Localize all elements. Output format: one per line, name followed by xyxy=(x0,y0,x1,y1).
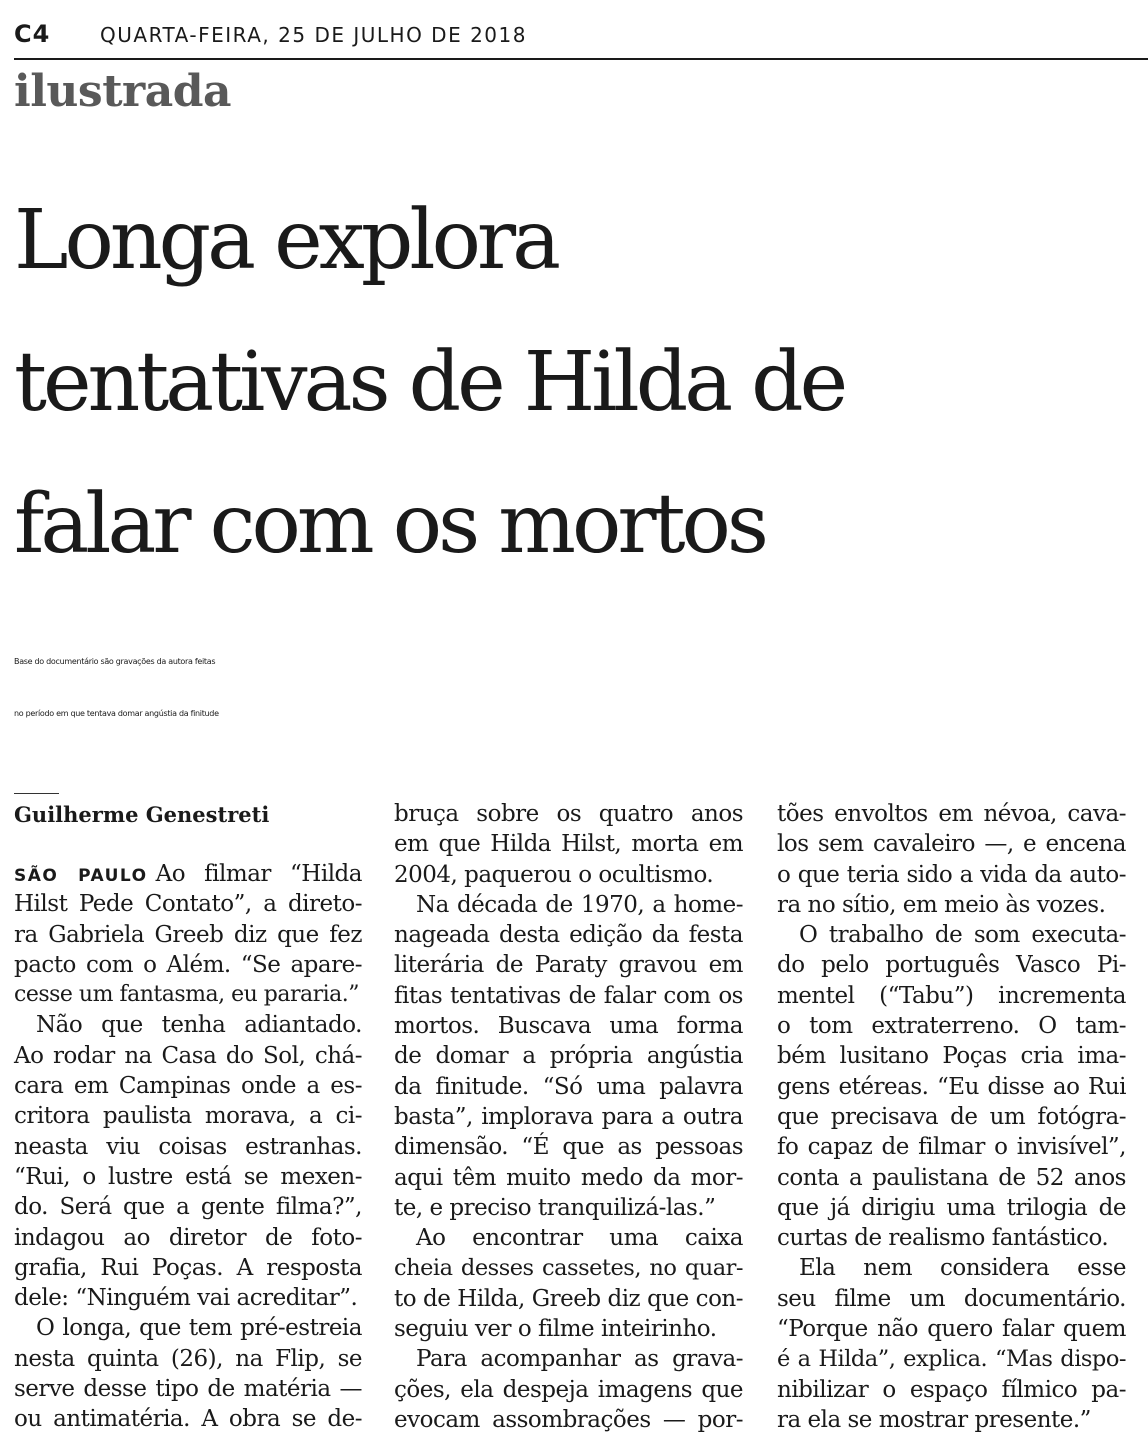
text-line: Hilst Pede Contato”, a direto- xyxy=(14,891,362,918)
subheadline xyxy=(14,636,1144,740)
text-line: seu filme um documentário. xyxy=(777,1285,1126,1312)
subheadline-line: Base do documentário são gravações da autora feitas xyxy=(14,657,216,666)
text-line: fo capaz de filmar o invisível”, xyxy=(777,1134,1126,1161)
text-line: seguiu ver o filme inteirinho. xyxy=(394,1316,717,1343)
text-line: te, e preciso tranquilizá-las.” xyxy=(394,1194,716,1221)
text-line: ções, ela despeja imagens que xyxy=(394,1376,743,1403)
text-line: em que Hilda Hilst, morta em xyxy=(394,831,743,858)
text-line: ou antimatéria. A obra se de- xyxy=(14,1406,362,1433)
text-line: da finitude. “Só uma palavra xyxy=(394,1073,743,1100)
text-line: cesse um fantasma, eu pararia.” xyxy=(14,982,360,1008)
text-line: serve desse tipo de matéria — xyxy=(14,1376,362,1403)
text-line: Ao rodar na Casa do Sol, chá- xyxy=(14,1042,362,1069)
section-name: ilustrada xyxy=(14,66,231,117)
article-column-3 xyxy=(777,799,1126,1435)
text-line: cara em Campinas onde a es- xyxy=(14,1073,362,1100)
text-line: mentel (“Tabu”) incrementa xyxy=(777,982,1126,1009)
text-line: SÃO PAULO Ao filmar “Hilda xyxy=(14,861,362,887)
text-line: nesta quinta (26), na Flip, se xyxy=(14,1345,362,1372)
text-line: fitas tentativas de falar com os xyxy=(394,982,743,1009)
article-column-2 xyxy=(394,799,743,1435)
text-line: los sem cavaleiro —, e encena xyxy=(777,831,1126,858)
text-line: “Porque não quero falar quem xyxy=(777,1316,1126,1343)
page-header xyxy=(14,18,1148,60)
text-line: pacto com o Além. “Se apare- xyxy=(14,951,362,978)
text-line: curtas de realismo fantástico. xyxy=(777,1225,1109,1252)
text-line: evocam assombrações — por- xyxy=(394,1406,743,1433)
text-line: O trabalho de som executa- xyxy=(799,922,1126,949)
text-line: bruça sobre os quatro anos xyxy=(394,801,743,827)
text-line: do. Será que a gente filma?”, xyxy=(14,1194,362,1221)
text-line: o tom extraterreno. O tam- xyxy=(777,1013,1126,1040)
text-line: literária de Paraty gravou em xyxy=(394,952,743,979)
text-line: ra ela se mostrar presente.” xyxy=(777,1406,1091,1433)
text-line: O longa, que tem pré-estreia xyxy=(36,1315,362,1342)
text-line: do pelo português Vasco Pi- xyxy=(777,952,1126,979)
text-line: indagou ao diretor de foto- xyxy=(14,1224,362,1251)
text-line: to de Hilda, Greeb diz que con- xyxy=(394,1285,743,1312)
text-line: “Rui, o lustre está se mexen- xyxy=(14,1163,362,1190)
text-line: ra Gabriela Greeb diz que fez xyxy=(14,921,362,948)
text-line: tões envoltos em névoa, cava- xyxy=(777,801,1126,827)
text-line: que precisava de um fotógra- xyxy=(777,1103,1126,1130)
text-line: dimensão. “É que as pessoas xyxy=(394,1134,743,1161)
byline: Guilherme Genestreti xyxy=(14,802,270,827)
text-line: nibilizar o espaço fílmico pa- xyxy=(777,1376,1126,1403)
text-line: bém lusitano Poças cria ima- xyxy=(777,1043,1126,1070)
text-line: Ao encontrar uma caixa xyxy=(416,1225,743,1252)
text-line: ra no sítio, em meio às vozes. xyxy=(777,891,1106,918)
text-line: gens etéreas. “Eu disse ao Rui xyxy=(777,1073,1126,1100)
headline-line: Longa explora xyxy=(14,193,558,288)
text-line: Na década de 1970, a home- xyxy=(416,891,743,918)
headline-line: falar com os mortos xyxy=(14,477,765,572)
text-line: Para acompanhar as grava- xyxy=(416,1346,743,1373)
text-line: aqui têm muito medo da mor- xyxy=(394,1164,743,1191)
text-line: nageada desta edição da festa xyxy=(394,922,743,949)
text-line: conta a paulistana de 52 anos xyxy=(777,1164,1126,1191)
page-number: C4 xyxy=(14,20,51,48)
issue-date: QUARTA-FEIRA, 25 DE JULHO DE 2018 xyxy=(100,23,527,47)
text-line: neasta viu coisas estranhas. xyxy=(14,1133,362,1160)
text-line: é a Hilda”, explica. “Mas dispo- xyxy=(777,1346,1126,1373)
text-line: 2004, paquerou o ocultismo. xyxy=(394,861,714,888)
text-line: Ela nem considera esse xyxy=(799,1255,1126,1282)
dateline: SÃO PAULO xyxy=(14,866,148,886)
headline-line: tentativas de Hilda de xyxy=(14,335,845,430)
byline-rule xyxy=(14,793,59,794)
text-line: critora paulista morava, a ci- xyxy=(14,1103,362,1130)
text-line: que já dirigiu uma trilogia de xyxy=(777,1194,1126,1221)
text-line: cheia desses cassetes, no quar- xyxy=(394,1255,743,1282)
subheadline-line: no período em que tentava domar angústia da finitude xyxy=(14,709,219,718)
headline xyxy=(14,170,1144,596)
text-line: basta”, implorava para a outra xyxy=(394,1103,743,1130)
text-line: o que teria sido a vida da auto- xyxy=(777,861,1126,888)
article-column-1 xyxy=(14,859,362,1435)
text-line: grafia, Rui Poças. A resposta xyxy=(14,1254,362,1281)
text-line: dele: “Ninguém vai acreditar”. xyxy=(14,1285,358,1312)
text-line: mortos. Buscava uma forma xyxy=(394,1013,743,1040)
text-line: de domar a própria angústia xyxy=(394,1043,743,1070)
text-line: Não que tenha adiantado. xyxy=(36,1012,362,1039)
